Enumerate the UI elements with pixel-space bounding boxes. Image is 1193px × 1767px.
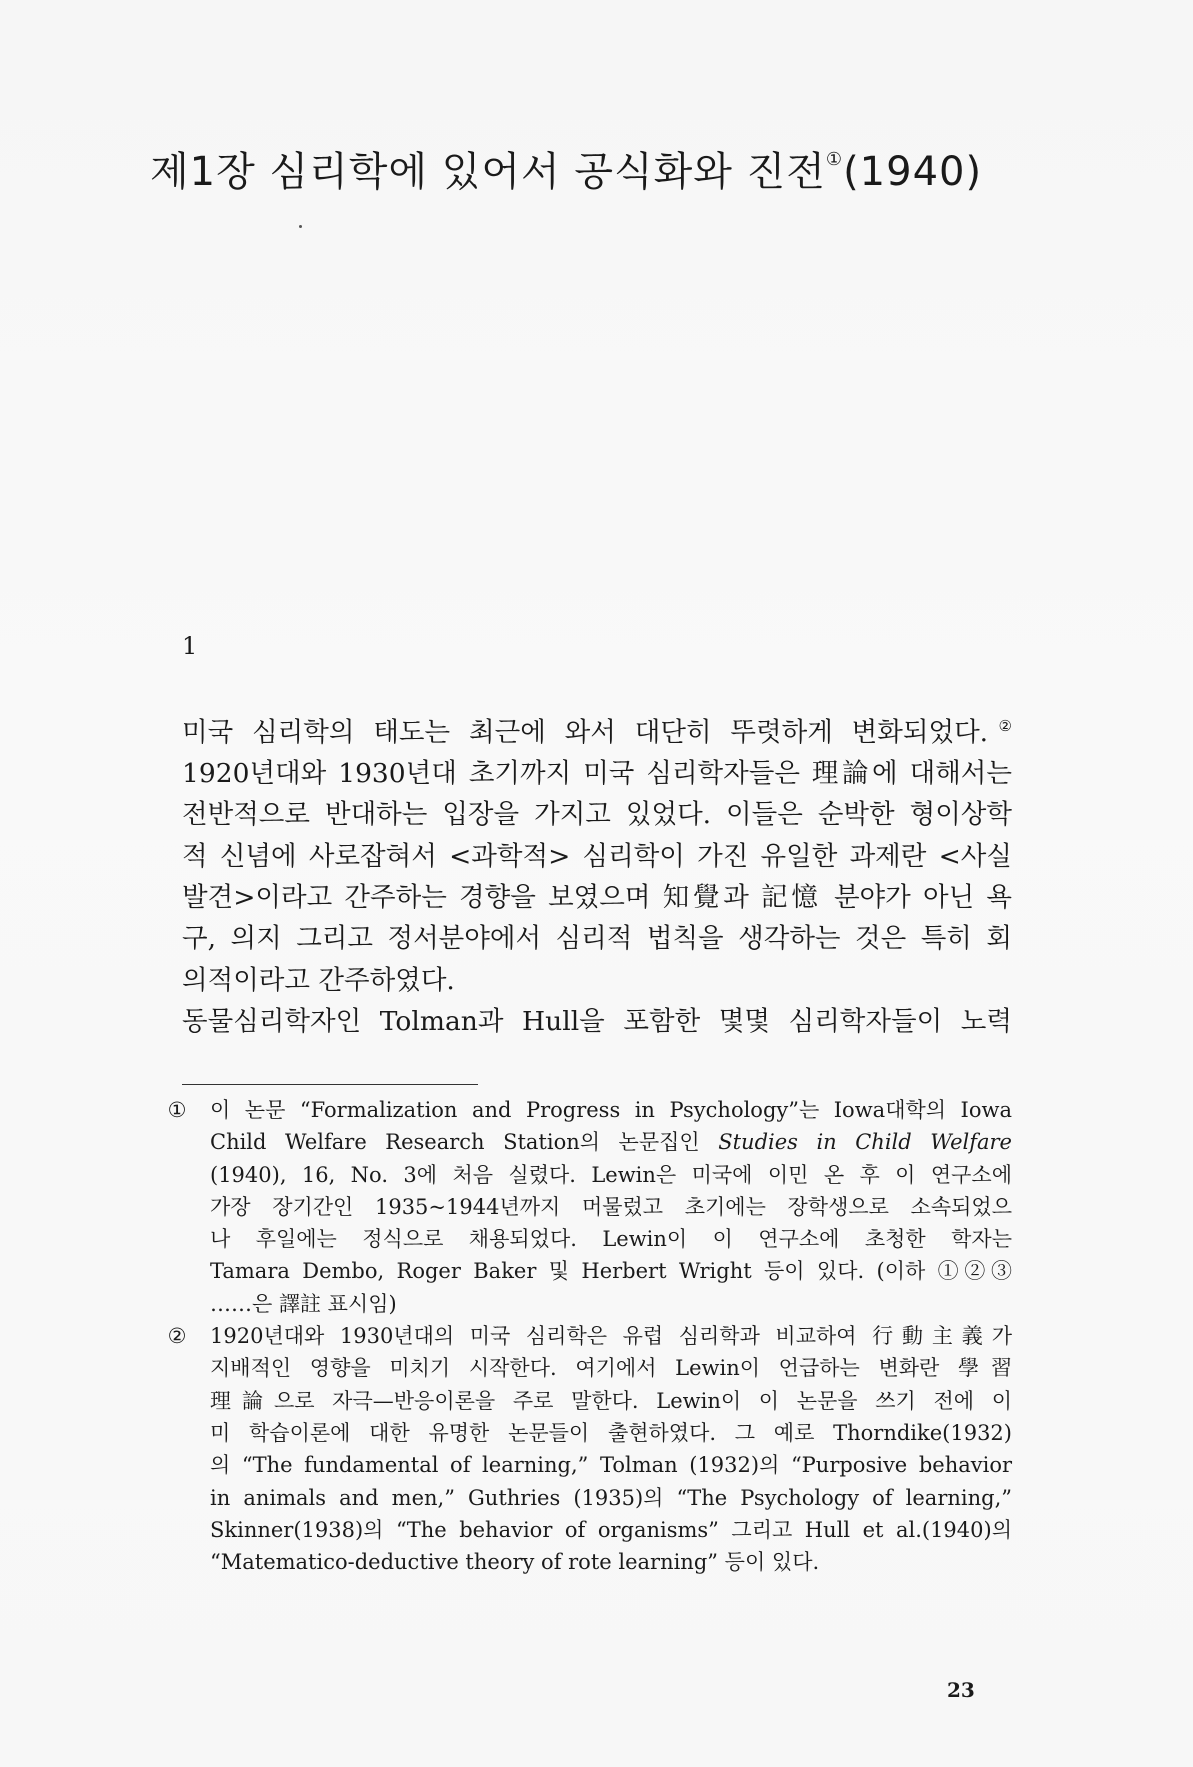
footnote-line: 지배적인 영향을 미치기 시작한다. 여기에서 Lewin이 언급하는 변화란 學習 <box>210 1356 1012 1381</box>
footnote-line: “Matematico-deductive theory of rote learning” 등이 있다. <box>210 1550 820 1575</box>
footnote-line: 가장 장기간인 1935~1944년까지 머물렀고 초기에는 장학생으로 소속되었으 <box>210 1194 1012 1219</box>
footnote-line: 나 후일에는 정식으로 채용되었다. Lewin이 이 연구소에 초청한 학자는 <box>210 1227 1012 1252</box>
body-footnote-marker: ② <box>988 717 1012 735</box>
body-line: 미국 심리학의 태도는 최근에 와서 대단히 뚜렷하게 변화되었다.② <box>182 716 1012 748</box>
body-line: 적 신념에 사로잡혀서 <과학적> 심리학이 가진 유일한 과제란 <사실 <box>182 840 1012 872</box>
chapter-title <box>150 140 1050 197</box>
footnote-line: 이 논문 “Formalization and Progress in Psychology”는 Iowa대학의 Iowa <box>210 1098 1012 1122</box>
chapter-year: (1940) <box>843 149 983 195</box>
body-line: 구, 의지 그리고 정서분야에서 심리적 법칙을 생각하는 것은 특히 회 <box>182 923 1012 955</box>
chapter-title-text: 제1장 심리학에 있어서 공식화와 진전 <box>150 149 826 195</box>
footnote-line: in animals and men,” Guthries (1935)의 “The Psychology of learning,” <box>210 1485 1012 1510</box>
chapter-footnote-marker: ① <box>825 148 844 170</box>
body-line: 1920년대와 1930년대 초기까지 미국 심리학자들은 理論에 대해서는 <box>182 758 1012 790</box>
footnote-separator <box>182 1084 478 1085</box>
body-paragraphs <box>182 706 1012 1042</box>
page-number: 23 <box>947 1678 975 1702</box>
footnote-marker: ② <box>167 1324 187 1349</box>
footnote-line: 1920년대와 1930년대의 미국 심리학은 유럽 심리학과 비교하여 行動主義가 <box>210 1324 1012 1349</box>
footnote-line: ……은 譯註 표시임) <box>210 1291 397 1316</box>
footnote-line: 의 “The fundamental of learning,” Tolman (1932)의 “Purposive behavior <box>210 1453 1012 1478</box>
body-line: 전반적으로 반대하는 입장을 가지고 있었다. 이들은 순박한 형이상학 <box>182 799 1012 831</box>
body-line: 의적이라고 간주하였다. <box>182 964 455 996</box>
footnote-line: Child Welfare Research Station의 논문집인 Studies in Child Welfare <box>210 1130 1012 1155</box>
speck <box>299 225 302 228</box>
footnote-line: Tamara Dembo, Roger Baker 및 Herbert Wright 등이 있다. (이하 ①②③ <box>210 1259 1012 1284</box>
footnote-2 <box>160 1320 1012 1578</box>
footnote-line: (1940), 16, No. 3에 처음 실렸다. Lewin은 미국에 이민 온 후 이 연구소에 <box>210 1162 1012 1187</box>
footnote-1 <box>160 1094 1012 1320</box>
body-line: 발견>이라고 간주하는 경향을 보였으며 知覺과 記憶 분야가 아닌 욕 <box>182 882 1012 914</box>
body-line: 동물심리학자인 Tolman과 Hull을 포함한 몇몇 심리학자들이 노력 <box>182 1005 1012 1037</box>
section-number: 1 <box>182 632 198 660</box>
footnotes <box>160 1094 1012 1578</box>
footnote-line: 理論으로 자극—반응이론을 주로 말한다. Lewin이 이 논문을 쓰기 전에 이 <box>210 1388 1012 1413</box>
footnote-line: 미 학습이론에 대한 유명한 논문들이 출현하였다. 그 예로 Thorndike(1932) <box>210 1420 1012 1445</box>
footnote-line: Skinner(1938)의 “The behavior of organisms” 그리고 Hull et al.(1940)의 <box>210 1517 1012 1542</box>
footnote-marker: ① <box>167 1098 187 1122</box>
